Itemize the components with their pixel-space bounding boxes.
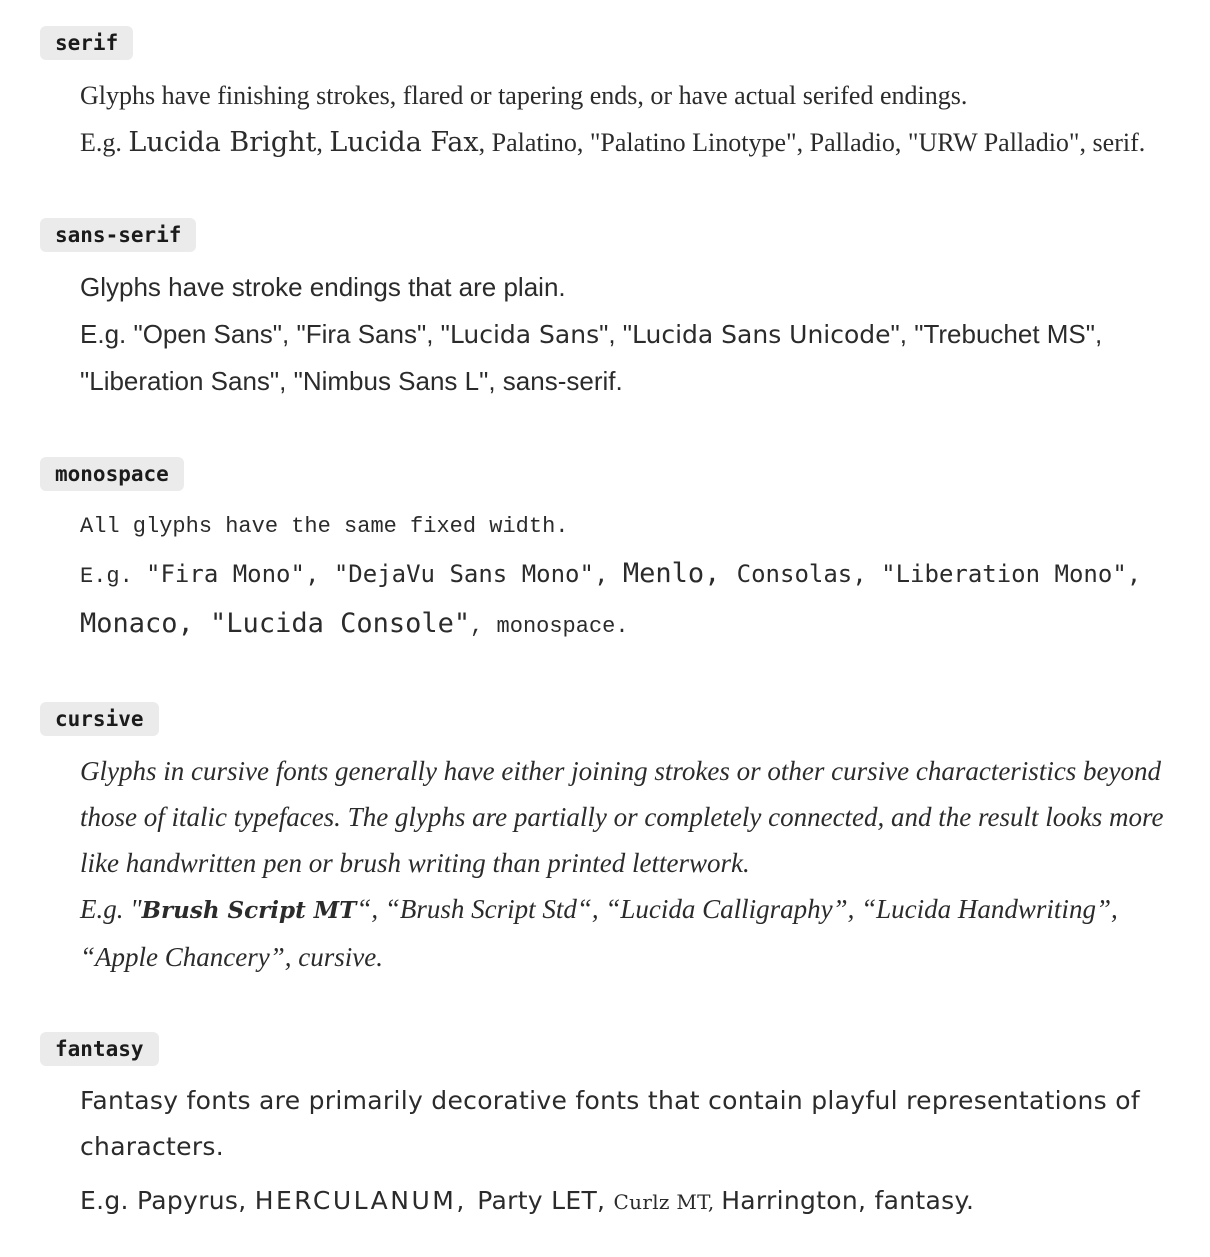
term-cursive-code: cursive: [40, 702, 159, 736]
generic-font-family-definition-list: [40, 26, 1196, 1225]
term-sans-serif: [40, 218, 1196, 252]
fantasy-example: [80, 1178, 1196, 1225]
term-fantasy-code: fantasy: [40, 1032, 159, 1066]
font-name-papyrus: Papyrus,: [137, 1186, 255, 1215]
term-fantasy: [40, 1032, 1196, 1066]
monospace-example-prefix: E.g.: [80, 564, 147, 589]
sans-serif-example-part3: ", "Trebuchet MS", "Liberation Sans", "Nimbus Sans L", sans-serif.: [80, 319, 1103, 396]
cursive-example: [80, 886, 1196, 980]
fantasy-example-suffix: fantasy.: [874, 1186, 975, 1215]
term-monospace: [40, 457, 1196, 491]
sans-serif-example: [80, 311, 1196, 405]
serif-example: [80, 119, 1196, 166]
font-name-lucida-fax: Lucida Fax: [329, 127, 479, 158]
font-name-liberation-mono: "Liberation Mono",: [881, 560, 1142, 588]
section-fantasy: [40, 1032, 1196, 1225]
section-monospace: [40, 457, 1196, 650]
font-name-brush-script-mt: Brush Script MT: [141, 897, 357, 924]
serif-description: Glyphs have finishing strokes, flared or tapering ends, or have actual serifed endings.: [80, 81, 968, 110]
monospace-example-suffix: , monospace.: [470, 614, 629, 639]
font-name-monaco: Monaco,: [80, 608, 211, 639]
font-name-curlz-mt: Curlz MT,: [613, 1190, 722, 1214]
section-cursive: [40, 702, 1196, 980]
font-name-lucida-sans-unicode: Lucida Sans Unicode: [632, 320, 891, 349]
sans-serif-example-part2: ", ": [599, 319, 632, 349]
font-name-fira-mono-dejavu-sans-mono: "Fira Mono", "DejaVu Sans Mono",: [146, 560, 623, 588]
cursive-description: Glyphs in cursive fonts generally have either joining strokes or other cursive characteristics beyond those of italic typefaces. The glyphs are partially or completely connected, and the result looks more like handwritten pen or brush writing than printed letterwork.: [80, 756, 1164, 878]
font-name-lucida-sans: Lucida Sans: [449, 320, 600, 349]
fantasy-description: Fantasy fonts are primarily decorative fonts that contain playful representations of characters.: [80, 1086, 1140, 1161]
section-serif: [40, 26, 1196, 166]
term-monospace-code: monospace: [40, 457, 184, 491]
font-name-consolas: Consolas,: [736, 560, 882, 588]
cursive-example-prefix: E.g. ": [80, 894, 142, 924]
term-serif: [40, 26, 1196, 60]
cursive-example-rest: “, “Brush Script Std“, “Lucida Calligraphy”, “Lucida Handwriting”, “Apple Chancery”, cursive.: [80, 894, 1118, 972]
term-serif-code: serif: [40, 26, 133, 60]
monospace-example: [80, 550, 1196, 650]
sans-serif-example-part1: E.g. "Open Sans", "Fira Sans", ": [80, 319, 450, 349]
font-name-herculanum: HERCULANUM,: [254, 1186, 478, 1215]
monospace-description: All glyphs have the same fixed width.: [80, 514, 569, 539]
serif-example-rest: , Palatino, "Palatino Linotype", Palladio, "URW Palladio", serif.: [478, 128, 1146, 157]
section-sans-serif: [40, 218, 1196, 405]
font-name-harrington: Harrington,: [721, 1186, 875, 1215]
serif-example-separator: ,: [316, 128, 330, 157]
term-cursive: [40, 702, 1196, 736]
serif-example-prefix: E.g.: [80, 128, 129, 157]
fantasy-example-prefix: E.g.: [80, 1186, 138, 1215]
font-name-lucida-console: "Lucida Console": [210, 608, 471, 639]
font-name-lucida-bright: Lucida Bright: [128, 127, 317, 158]
font-name-party-let: Party LET,: [477, 1186, 614, 1215]
term-sans-serif-code: sans-serif: [40, 218, 196, 252]
font-name-menlo: Menlo,: [622, 558, 737, 589]
sans-serif-description: Glyphs have stroke endings that are plain.: [80, 272, 566, 302]
